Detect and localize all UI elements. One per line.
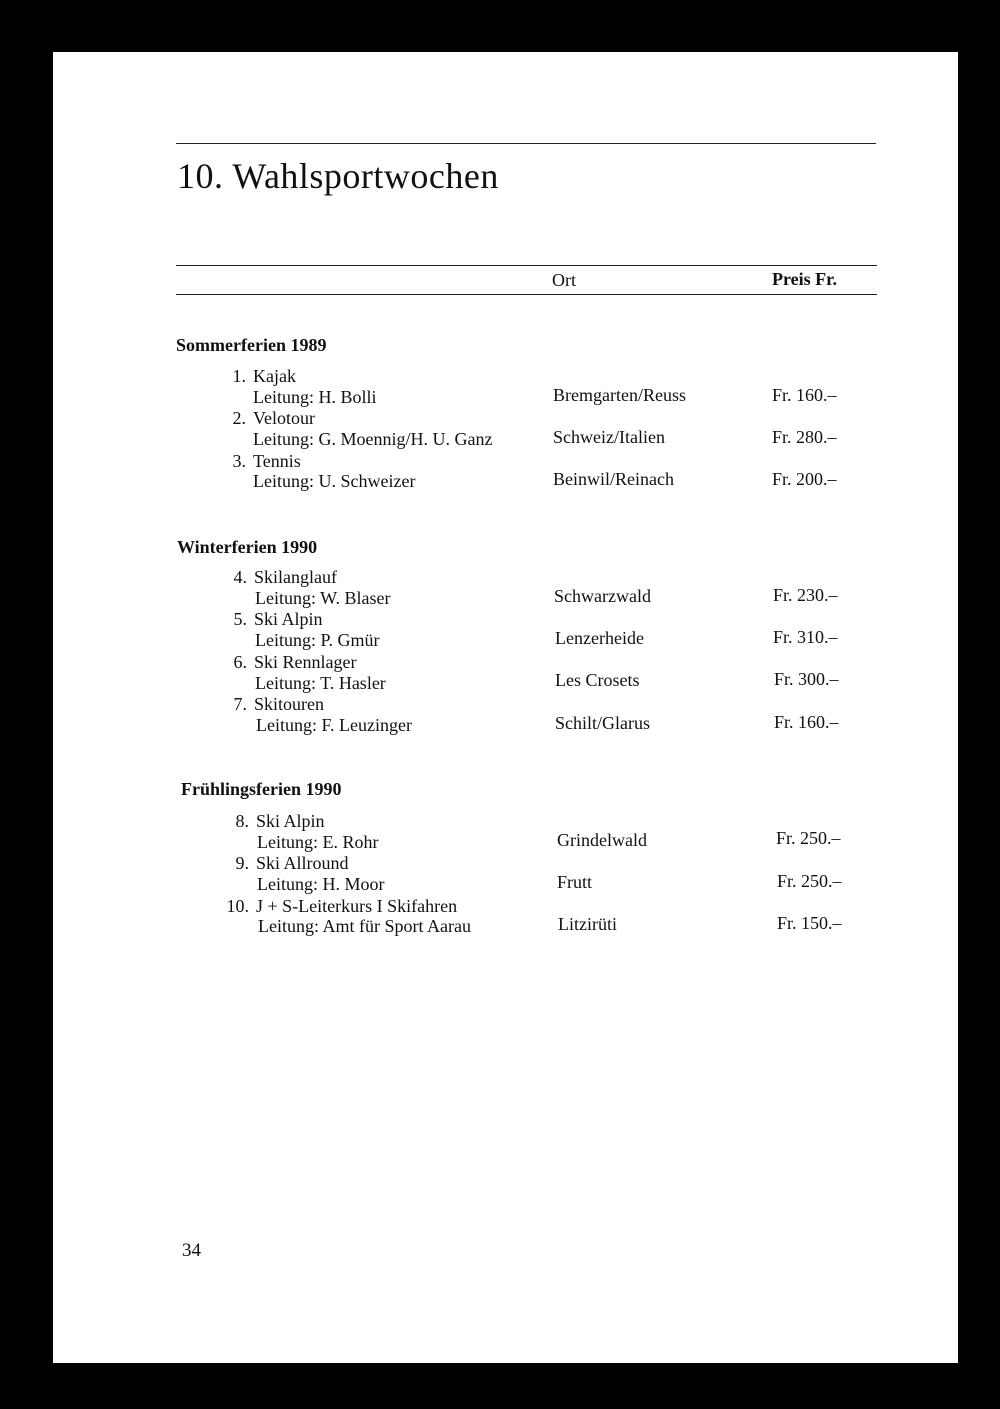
item-name: Ski Alpin <box>256 811 325 831</box>
item-preis: Fr. 310.– <box>773 627 838 647</box>
item-leitung: Leitung: F. Leuzinger <box>256 715 413 735</box>
item-number: 4. <box>233 567 247 587</box>
item-number: 8. <box>235 811 249 831</box>
item-preis: Fr. 160.– <box>774 712 839 732</box>
item-number: 3. <box>232 451 246 471</box>
item-number: 6. <box>233 652 247 672</box>
item-leitung: Leitung: P. Gmür <box>255 630 380 650</box>
item-preis: Fr. 230.– <box>773 585 838 605</box>
column-header-preis: Preis Fr. <box>772 269 837 289</box>
item-number: 7. <box>233 694 247 714</box>
item-preis: Fr. 200.– <box>772 469 837 489</box>
table-header-rule-bottom <box>176 294 877 295</box>
item-preis: Fr. 150.– <box>777 913 842 933</box>
item-ort: Grindelwald <box>557 830 647 850</box>
item-name: Skilanglauf <box>254 567 337 587</box>
item-name: J + S-Leiterkurs I Skifahren <box>256 896 458 916</box>
item-leitung: Leitung: U. Schweizer <box>253 471 416 491</box>
item-preis: Fr. 250.– <box>777 871 842 891</box>
item-name: Velotour <box>253 408 315 428</box>
item-number: 10. <box>226 896 249 916</box>
item-leitung: Leitung: H. Moor <box>257 874 385 894</box>
section-heading: Sommerferien 1989 <box>176 335 327 355</box>
item-ort: Schweiz/Italien <box>553 427 665 447</box>
section-heading: Winterferien 1990 <box>177 537 318 557</box>
item-ort: Schwarzwald <box>554 586 651 606</box>
item-preis: Fr. 280.– <box>772 427 837 447</box>
item-leitung: Leitung: G. Moennig/H. U. Ganz <box>253 429 493 449</box>
item-number: 1. <box>232 366 246 386</box>
item-name: Ski Rennlager <box>254 652 357 672</box>
item-name: Ski Allround <box>256 853 349 873</box>
item-name: Ski Alpin <box>254 609 323 629</box>
item-ort: Lenzerheide <box>555 628 644 648</box>
table-header-rule-top <box>176 265 877 266</box>
page-title: 10. Wahlsportwochen <box>177 156 499 196</box>
item-ort: Beinwil/Reinach <box>553 469 674 489</box>
item-preis: Fr. 300.– <box>774 669 839 689</box>
item-ort: Les Crosets <box>555 670 640 690</box>
item-name: Kajak <box>253 366 296 386</box>
column-header-ort: Ort <box>552 270 576 290</box>
item-leitung: Leitung: W. Blaser <box>255 588 391 608</box>
item-number: 9. <box>235 853 249 873</box>
item-name: Skitouren <box>254 694 324 714</box>
item-number: 2. <box>232 408 246 428</box>
document-page <box>53 52 958 1363</box>
title-rule <box>176 143 876 144</box>
item-ort: Schilt/Glarus <box>555 713 650 733</box>
item-preis: Fr. 160.– <box>772 385 837 405</box>
section-heading: Frühlingsferien 1990 <box>181 779 342 799</box>
item-leitung: Leitung: T. Hasler <box>255 673 386 693</box>
item-leitung: Leitung: Amt für Sport Aarau <box>258 916 471 936</box>
item-leitung: Leitung: H. Bolli <box>253 387 377 407</box>
item-preis: Fr. 250.– <box>776 828 841 848</box>
item-ort: Bremgarten/Reuss <box>553 385 686 405</box>
item-leitung: Leitung: E. Rohr <box>257 832 379 852</box>
item-name: Tennis <box>253 451 301 471</box>
item-ort: Litzirüti <box>558 914 617 934</box>
item-number: 5. <box>233 609 247 629</box>
page-number: 34 <box>182 1240 201 1261</box>
item-ort: Frutt <box>557 872 593 892</box>
